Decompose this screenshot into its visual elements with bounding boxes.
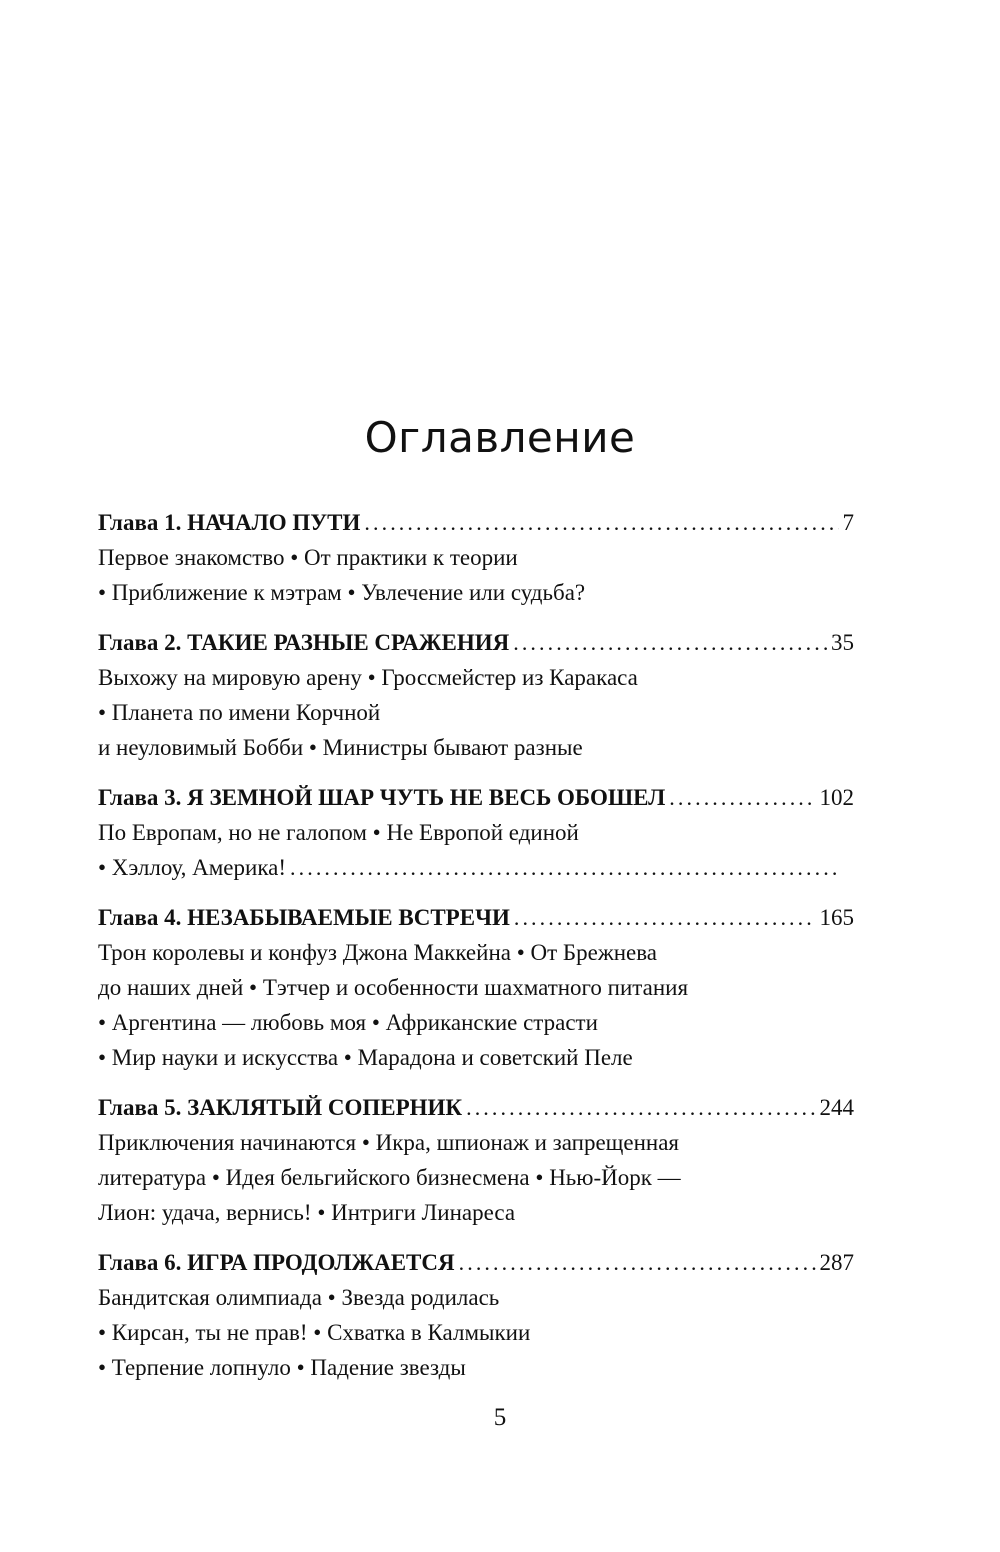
chapter-page-number: 165 xyxy=(819,905,854,930)
chapter-heading[interactable] xyxy=(98,505,854,540)
section-line: • Мир науки и искусства • Марадона и советский Пеле xyxy=(98,1045,633,1070)
section-line: литература • Идея бельгийского бизнесмена • Нью-Йорк — xyxy=(98,1165,681,1190)
table-of-contents xyxy=(98,505,854,1385)
toc-chapter-5 xyxy=(98,1090,854,1230)
dot-leader xyxy=(364,505,838,540)
toc-chapter-1 xyxy=(98,505,854,610)
section-line: • Кирсан, ты не прав! • Схватка в Калмыкии xyxy=(98,1320,531,1345)
chapter-title: Глава 1. НАЧАЛО ПУТИ xyxy=(98,510,361,535)
chapter-page-number: 102 xyxy=(819,785,854,810)
section-line: Бандитская олимпиада • Звезда родилась xyxy=(98,1285,500,1310)
dot-leader xyxy=(466,1090,815,1125)
chapter-title: Глава 2. ТАКИЕ РАЗНЫЕ СРАЖЕНИЯ xyxy=(98,630,510,655)
section-line: Первое знакомство • От практики к теории xyxy=(98,545,518,570)
chapter-title: Глава 4. НЕЗАБЫВАЕМЫЕ ВСТРЕЧИ xyxy=(98,905,510,930)
section-line: • Аргентина — любовь моя • Африканские страсти xyxy=(98,1010,598,1035)
page-number: 5 xyxy=(493,1404,507,1431)
section-line: • Приближение к мэтрам • Увлечение или судьба? xyxy=(98,580,586,605)
section-line: и неуловимый Бобби • Министры бывают разные xyxy=(98,735,583,760)
section-line: до наших дней • Тэтчер и особенности шахматного питания xyxy=(98,975,689,1000)
chapter-heading[interactable] xyxy=(98,1245,854,1280)
section-line: По Европам, но не галопом • Не Европой единой xyxy=(98,820,579,845)
dot-leader xyxy=(514,900,816,935)
dot-leader xyxy=(290,850,840,885)
chapter-page-number: 287 xyxy=(819,1250,854,1275)
chapter-heading[interactable] xyxy=(98,625,854,660)
dot-leader xyxy=(513,625,827,660)
section-line: Приключения начинаются • Икра, шпионаж и запрещенная xyxy=(98,1130,680,1155)
section-line-with-leader xyxy=(98,850,854,885)
chapter-title: Глава 6. ИГРА ПРОДОЛЖАЕТСЯ xyxy=(98,1250,455,1275)
chapter-page-number: 244 xyxy=(819,1095,854,1120)
dot-leader xyxy=(669,780,815,815)
chapter-heading[interactable] xyxy=(98,780,854,815)
page-title: Оглавление xyxy=(364,413,636,462)
toc-chapter-2 xyxy=(98,625,854,765)
section-line: Лион: удача, вернись! • Интриги Линареса xyxy=(98,1200,516,1225)
section-line: • Терпение лопнуло • Падение звезды xyxy=(98,1355,466,1380)
toc-chapter-4 xyxy=(98,900,854,1075)
chapter-title: Глава 3. Я ЗЕМНОЙ ШАР ЧУТЬ НЕ ВЕСЬ ОБОШЕЛ xyxy=(98,785,666,810)
chapter-page-number: 7 xyxy=(842,510,854,535)
section-line: • Планета по имени Корчной xyxy=(98,700,381,725)
toc-chapter-3 xyxy=(98,780,854,885)
chapter-title: Глава 5. ЗАКЛЯТЫЙ СОПЕРНИК xyxy=(98,1095,463,1120)
chapter-heading[interactable] xyxy=(98,1090,854,1125)
toc-chapter-6 xyxy=(98,1245,854,1385)
section-text: • Хэллоу, Америка! xyxy=(98,855,287,880)
chapter-heading[interactable] xyxy=(98,900,854,935)
dot-leader xyxy=(459,1245,816,1280)
section-line: Трон королевы и конфуз Джона Маккейна • От Брежнева xyxy=(98,940,658,965)
section-line: Выхожу на мировую арену • Гроссмейстер из Каракаса xyxy=(98,665,638,690)
chapter-page-number: 35 xyxy=(831,630,854,655)
